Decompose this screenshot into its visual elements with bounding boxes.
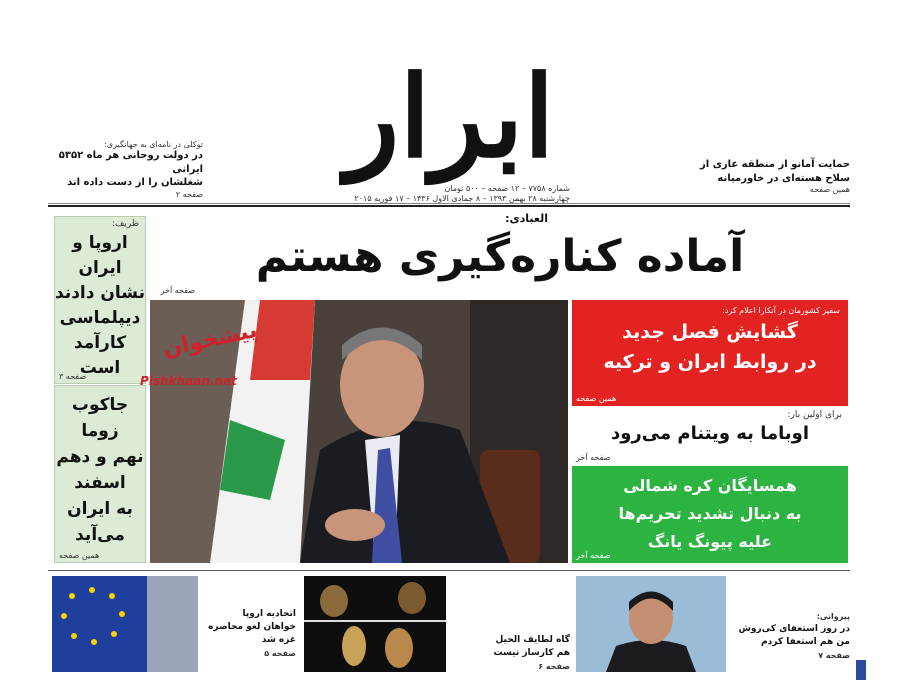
sidebar-line: کارآمد [73, 333, 127, 353]
red-box-line: گشایش فصل جدید [622, 321, 798, 343]
teaser-line: شغلشان را از دست داده اند [67, 177, 203, 188]
teaser-line: هم کارساز نیست [493, 648, 570, 658]
red-box-kicker: سفیر کشورمان در آنکارا اعلام کرد: [722, 306, 840, 315]
sidebar-line: زوما [81, 421, 119, 441]
teaser-page: صفحه ۶ [538, 662, 570, 671]
watermark-url: Pishkhaan.net [140, 374, 237, 388]
sidebar-page: صفحه ۳ [59, 372, 87, 381]
eu-flag-illustration [52, 576, 198, 672]
sidebar-line: اروپا و ایران [72, 233, 128, 278]
teaser-line: در روز استعفای کی‌روش [738, 624, 850, 634]
main-headline-page: صفحه آخر [160, 286, 195, 295]
teaser-piravani[interactable] [730, 610, 850, 662]
issue-date: چهارشنبه ۲۸ بهمن ۱۳۹۳ – ۸ جمادی الاول ۱۴۳۶ – ۱۷ فوریه ۲۰۱۵ [354, 194, 570, 203]
red-box-page: همین صفحه [576, 394, 617, 403]
teaser-page: صفحه ۲ [175, 189, 203, 199]
teaser-line: حمایت آمانو از منطقه عاری از [700, 159, 850, 170]
teaser-line: گاه لطایف الحیل [495, 635, 570, 645]
teaser-line: در دولت روحانی هر ماه ۵۳۵۲ ایرانی [58, 150, 203, 175]
sidebar-line: است [79, 358, 121, 378]
teaser-eu[interactable] [200, 608, 296, 660]
sidebar-zuma[interactable] [54, 385, 146, 563]
sidebar-line: به ایران [67, 499, 133, 519]
masthead-rule [48, 205, 850, 207]
teaser-line: من هم استعفا کردم [761, 637, 850, 647]
sidebar-line: می‌آید [75, 525, 125, 545]
teaser-page: همین صفحه [809, 185, 850, 194]
green-box-page: صفحه آخر [576, 551, 611, 560]
teaser-kicker: توکلی در نامه‌ای به جهانگیری: [104, 140, 203, 149]
sidebar-page: همین صفحه [59, 551, 100, 560]
corner-mark [856, 660, 866, 680]
sidebar-zarif[interactable] [54, 216, 146, 384]
teaser-page: صفحه ۵ [264, 649, 296, 658]
bottom-rule [48, 570, 850, 571]
teaser-top-left[interactable] [48, 140, 203, 199]
eu-photo[interactable] [52, 576, 198, 672]
sidebar-line: نهم و دهم [56, 447, 144, 467]
coach-illustration [576, 576, 726, 672]
watermark-text: پیشخوان [160, 317, 260, 363]
main-headline-kicker: العبادی: [505, 212, 548, 225]
main-headline[interactable]: آماده کناره‌گیری هستم [255, 231, 745, 282]
red-box-line: در روابط ایران و ترکیه [603, 351, 817, 373]
obama-kicker: برای اولین بار: [787, 410, 842, 420]
piravani-photo[interactable] [576, 576, 726, 672]
teaser-line: خواهان لغو محاصره [208, 622, 296, 632]
teaser-top-right[interactable] [690, 158, 850, 194]
obama-title: اوباما به ویتنام می‌رود [611, 423, 809, 444]
green-box-line: به دنبال تشدید تحریم‌ها [618, 504, 802, 523]
obama-page: صفحه آخر [576, 453, 611, 462]
obama-story[interactable] [572, 410, 848, 462]
masthead-title: ابرار [345, 52, 555, 183]
teaser-line: سلاح هسته‌ای در خاورمیانه [717, 172, 850, 184]
sidebar-kicker: ظریف: [112, 219, 139, 229]
masthead-rule-thin [48, 203, 850, 204]
teaser-line: غزه شد [261, 635, 296, 645]
teaser-page: صفحه ۷ [818, 651, 850, 660]
red-box-turkey[interactable] [572, 300, 848, 406]
theater-photo[interactable] [304, 576, 446, 672]
teaser-line: اتحادیه اروپا [242, 609, 296, 619]
teaser-theater[interactable] [450, 634, 570, 673]
green-box-line: همسایگان کره شمالی [623, 476, 797, 495]
green-box-korea[interactable] [572, 466, 848, 563]
sidebar-line: جاکوب [71, 395, 129, 415]
teaser-kicker: پیروانی: [816, 612, 850, 621]
theater-illustration [304, 576, 446, 672]
sidebar-line: اسفند [74, 473, 126, 493]
sidebar-line: دیپلماسی [59, 308, 141, 328]
issue-number: شماره ۷۷۵۸ – ۱۲ صفحه – ۵۰۰ تومان [444, 184, 570, 193]
green-box-line: علیه پیونگ یانگ [647, 532, 773, 551]
sidebar-line: نشان دادند [55, 283, 145, 303]
